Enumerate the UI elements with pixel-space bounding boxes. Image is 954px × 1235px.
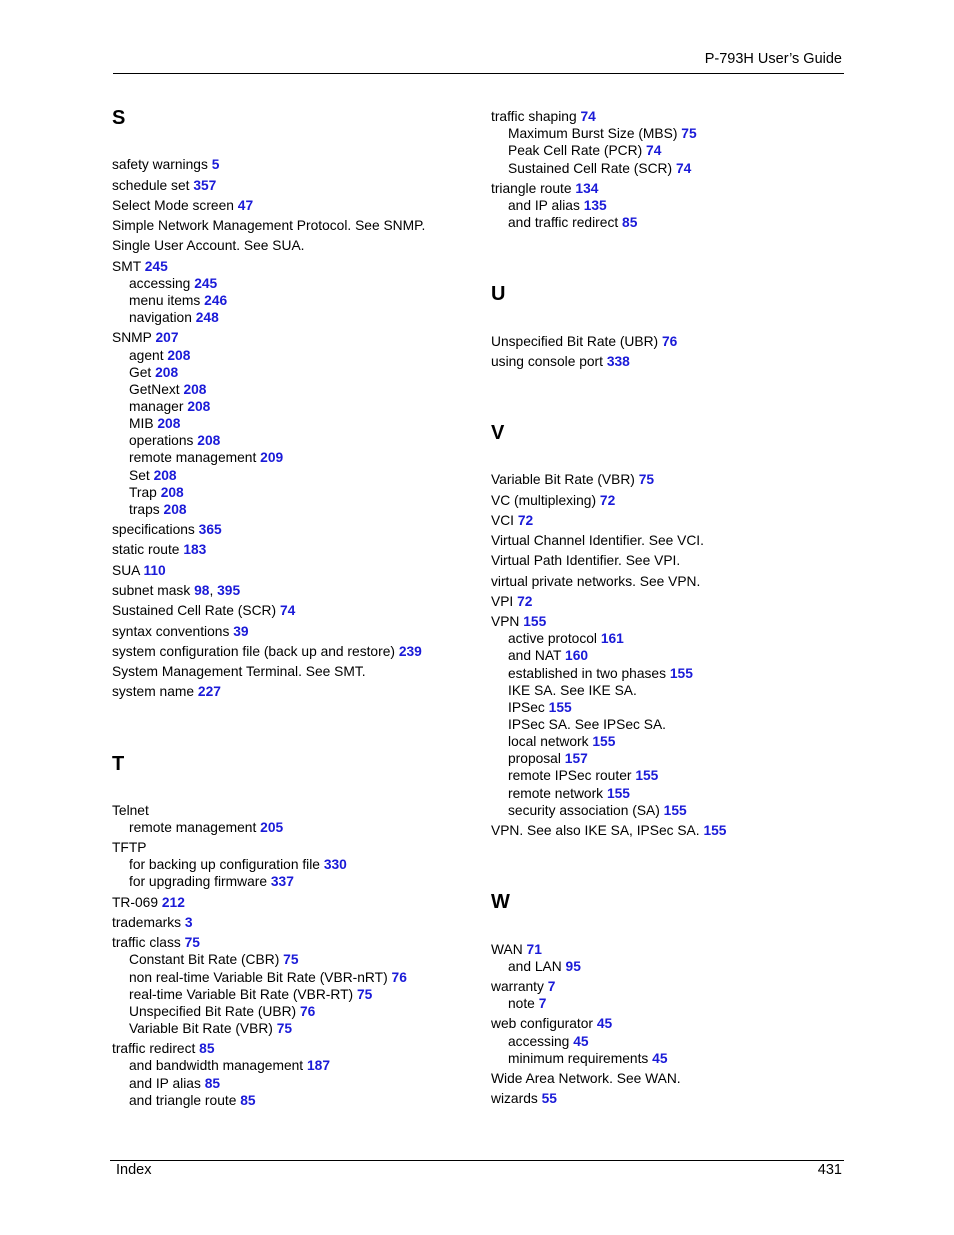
page-reference-link[interactable]: 72 <box>517 594 533 609</box>
index-entry <box>112 541 206 558</box>
index-subentry <box>508 647 588 664</box>
index-entry <box>112 197 253 214</box>
page-reference-link[interactable]: 208 <box>197 433 221 448</box>
entry-term: security association (SA) <box>508 803 660 818</box>
entry-term: traffic redirect <box>112 1041 196 1056</box>
index-entry <box>491 180 598 197</box>
page-reference-link[interactable]: 208 <box>167 348 191 363</box>
index-entry <box>112 156 219 173</box>
page-reference-link[interactable]: 76 <box>300 1004 316 1019</box>
entry-term: Simple Network Management Protocol. See SNMP. <box>112 218 426 233</box>
entry-term: WAN <box>491 942 523 957</box>
entry-term: menu items <box>129 293 201 308</box>
index-subentry <box>129 467 177 484</box>
index-entry <box>112 177 216 194</box>
index-subentry <box>129 969 407 986</box>
entry-term: TFTP <box>112 840 147 855</box>
page-reference-link[interactable]: 155 <box>669 666 693 681</box>
page-reference-link[interactable]: 187 <box>306 1058 330 1073</box>
index-subentry <box>508 733 615 750</box>
page-reference-link[interactable]: 209 <box>260 450 284 465</box>
entry-term: schedule set <box>112 178 190 193</box>
page-reference-link[interactable]: 110 <box>143 563 166 578</box>
entry-term: MIB <box>129 416 154 431</box>
entry-term: remote network <box>508 786 604 801</box>
footer-section-name: Index <box>116 1162 152 1178</box>
entry-term: Single User Account. See SUA. <box>112 238 305 253</box>
page-reference-link[interactable]: 3 <box>184 915 193 930</box>
entry-term: remote IPSec router <box>508 768 632 783</box>
index-entry <box>491 353 630 370</box>
entry-term: Telnet <box>112 803 149 818</box>
page-reference-link[interactable]: 208 <box>153 468 177 483</box>
page-reference-link[interactable]: 155 <box>663 803 687 818</box>
page-reference-link[interactable]: 85 <box>199 1041 215 1056</box>
index-entry <box>491 573 700 590</box>
entry-term: traps <box>129 502 160 517</box>
entry-term: for backing up configuration file <box>129 857 320 872</box>
index-subentry <box>508 995 546 1012</box>
index-entry <box>112 914 193 931</box>
index-entry <box>491 822 726 839</box>
index-subentry <box>129 819 283 836</box>
entry-term: system configuration file (back up and restore) <box>112 644 395 659</box>
page-reference-link[interactable]: 208 <box>183 382 207 397</box>
index-entry <box>491 978 555 995</box>
entry-term: using console port <box>491 354 603 369</box>
page-reference-link[interactable]: 75 <box>681 126 697 141</box>
index-subentry <box>508 958 581 975</box>
entry-term: established in two phases <box>508 666 666 681</box>
entry-term: proposal <box>508 751 561 766</box>
page-reference-link[interactable]: 98 <box>194 583 210 598</box>
index-entry <box>112 683 221 700</box>
page-reference-link[interactable]: 39 <box>233 624 249 639</box>
entry-term: IPSec SA. See IPSec SA. <box>508 717 666 732</box>
index-subentry <box>508 160 691 177</box>
index-subentry <box>129 432 220 449</box>
entry-term: operations <box>129 433 194 448</box>
entry-term: subnet mask <box>112 583 191 598</box>
index-subentry <box>129 484 184 501</box>
entry-term: GetNext <box>129 382 180 397</box>
page-reference-link[interactable]: 155 <box>548 700 572 715</box>
index-entry <box>112 258 168 275</box>
page-reference-link[interactable]: 55 <box>541 1091 557 1106</box>
entry-term: System Management Terminal. See SMT. <box>112 664 366 679</box>
page-reference-link[interactable]: 208 <box>163 502 187 517</box>
index-subentry <box>129 415 180 432</box>
index-subentry <box>508 682 637 699</box>
index-subentry <box>129 1075 220 1092</box>
page-reference-link[interactable]: 45 <box>652 1051 668 1066</box>
page-reference-link[interactable]: 155 <box>703 823 727 838</box>
entry-term: accessing <box>129 276 191 291</box>
footer-rule <box>110 1160 844 1161</box>
index-entry <box>112 562 166 579</box>
entry-term: VPN. See also IKE SA, IPSec SA. <box>491 823 700 838</box>
entry-term: VPI <box>491 594 514 609</box>
entry-term: TR-069 <box>112 895 159 910</box>
page-reference-link[interactable]: 74 <box>646 143 662 158</box>
index-subentry <box>129 1020 292 1037</box>
entry-term: Set <box>129 468 150 483</box>
index-entry <box>112 521 222 538</box>
page-reference-link[interactable]: 7 <box>547 979 556 994</box>
entry-term: Virtual Channel Identifier. See VCI. <box>491 533 704 548</box>
entry-term: traffic class <box>112 935 181 950</box>
entry-term: IPSec <box>508 700 545 715</box>
index-subentry <box>508 665 693 682</box>
page-reference-link[interactable]: 245 <box>144 259 168 274</box>
index-subentry <box>129 1003 315 1020</box>
page-reference-link[interactable]: 161 <box>600 631 624 646</box>
entry-term: Wide Area Network. See WAN. <box>491 1071 681 1086</box>
entry-term: VCI <box>491 513 514 528</box>
index-entry: subnet mask 98, 395 <box>112 583 241 598</box>
index-subentry <box>129 449 283 466</box>
entry-term: local network <box>508 734 589 749</box>
page-reference-link[interactable]: 338 <box>606 354 630 369</box>
index-subentry <box>508 125 697 142</box>
page-reference-link[interactable]: 74 <box>580 109 596 124</box>
page-reference-link[interactable]: 75 <box>283 952 299 967</box>
entry-term: Sustained Cell Rate (SCR) <box>112 603 277 618</box>
page-reference-link[interactable]: 85 <box>622 215 638 230</box>
page-reference-link[interactable]: 45 <box>573 1034 589 1049</box>
page-reference-link[interactable]: 365 <box>198 522 222 537</box>
page-reference-link[interactable]: 135 <box>583 198 607 213</box>
entry-term: and IP alias <box>129 1076 201 1091</box>
entry-term: note <box>508 996 535 1011</box>
entry-term: accessing <box>508 1034 570 1049</box>
footer-page-number: 431 <box>817 1162 842 1178</box>
index-subentry <box>129 347 190 364</box>
entry-term: Peak Cell Rate (PCR) <box>508 143 643 158</box>
page-reference-link[interactable]: 155 <box>523 614 547 629</box>
index-subentry <box>508 1050 668 1067</box>
page-reference-link[interactable]: 357 <box>193 178 217 193</box>
index-entry <box>112 217 425 234</box>
index-subentry <box>508 197 607 214</box>
entry-term: Variable Bit Rate (VBR) <box>491 472 635 487</box>
index-subentry <box>508 767 658 784</box>
index-entry <box>491 1015 612 1032</box>
entry-term: Virtual Path Identifier. See VPI. <box>491 553 681 568</box>
index-entry <box>491 941 542 958</box>
entry-term: and NAT <box>508 648 562 663</box>
index-entry <box>112 623 249 640</box>
page-reference-link[interactable]: 72 <box>517 513 534 528</box>
entry-term: Get <box>129 365 152 380</box>
page-reference-link[interactable]: 157 <box>564 751 588 766</box>
index-subentry <box>508 716 666 733</box>
index-entry <box>112 643 422 660</box>
index-subentry <box>129 292 227 309</box>
entry-term: syntax conventions <box>112 624 230 639</box>
entry-term: active protocol <box>508 631 597 646</box>
index-subentry <box>508 750 588 767</box>
entry-term: triangle route <box>491 181 572 196</box>
index-entry <box>491 1090 557 1107</box>
entry-term: Constant Bit Rate (CBR) <box>129 952 280 967</box>
entry-term: static route <box>112 542 180 557</box>
entry-term: VC (multiplexing) <box>491 493 597 508</box>
index-subentry <box>129 1057 330 1074</box>
index-entry <box>112 329 179 346</box>
entry-term: SNMP <box>112 330 152 345</box>
section-letter: W <box>491 891 510 913</box>
index-entry <box>491 108 596 125</box>
header-rule <box>113 73 844 74</box>
index-entry <box>491 492 615 509</box>
index-entry <box>112 934 200 951</box>
page-reference-link[interactable]: 208 <box>157 416 181 431</box>
page-reference-link[interactable]: 76 <box>662 334 678 349</box>
entry-term: IKE SA. See IKE SA. <box>508 683 637 698</box>
index-entry <box>112 237 305 254</box>
entry-term: agent <box>129 348 164 363</box>
page-reference-link[interactable]: 245 <box>194 276 218 291</box>
index-subentry <box>508 214 637 231</box>
page-reference-link[interactable]: 72 <box>599 493 616 508</box>
index-subentry <box>129 951 299 968</box>
entry-term: web configurator <box>491 1016 594 1031</box>
entry-term: for upgrading firmware <box>129 874 268 889</box>
page-reference-link[interactable]: 205 <box>260 820 284 835</box>
index-entry <box>491 1070 681 1087</box>
section-letter: V <box>491 422 505 444</box>
page-reference-link[interactable]: 85 <box>204 1076 221 1091</box>
index-subentry <box>129 309 219 326</box>
entry-term: safety warnings <box>112 157 208 172</box>
page-reference-link[interactable]: 208 <box>160 485 184 500</box>
index-entry <box>491 333 677 350</box>
index-subentry <box>129 398 210 415</box>
page-reference-link[interactable]: 208 <box>155 365 179 380</box>
index-subentry <box>508 630 624 647</box>
entry-term: remote management <box>129 450 257 465</box>
index-subentry <box>129 986 372 1003</box>
section-letter: U <box>491 283 506 305</box>
page-reference-link[interactable]: 85 <box>240 1093 256 1108</box>
entry-term: Unspecified Bit Rate (UBR) <box>129 1004 297 1019</box>
entry-term: navigation <box>129 310 192 325</box>
index-entry <box>491 552 680 569</box>
page-reference-link[interactable]: 207 <box>155 330 179 345</box>
index-subentry <box>129 364 178 381</box>
page-reference-link[interactable]: 7 <box>538 996 547 1011</box>
page-reference-link[interactable]: 155 <box>635 768 659 783</box>
page-reference-link[interactable]: 75 <box>184 935 200 950</box>
page-reference-link[interactable]: 212 <box>161 895 185 910</box>
page-reference-link[interactable]: 239 <box>398 644 422 659</box>
index-subentry <box>129 873 294 890</box>
page-reference-link[interactable]: 395 <box>217 583 241 598</box>
page-reference-link[interactable]: 74 <box>279 603 296 618</box>
entry-term: manager <box>129 399 184 414</box>
section-letter: S <box>112 107 126 129</box>
index-subentry <box>508 699 572 716</box>
entry-term: and IP alias <box>508 198 580 213</box>
index-subentry <box>508 785 630 802</box>
entry-term: and traffic redirect <box>508 215 619 230</box>
index-entry <box>112 839 147 856</box>
page-reference-link[interactable]: 208 <box>187 399 211 414</box>
page-reference-link[interactable]: 95 <box>565 959 581 974</box>
index-entry <box>491 532 704 549</box>
entry-term: Maximum Burst Size (MBS) <box>508 126 678 141</box>
index-entry <box>491 613 546 630</box>
entry-term: warranty <box>491 979 544 994</box>
page-reference-link[interactable]: 155 <box>592 734 616 749</box>
entry-term: remote management <box>129 820 257 835</box>
index-entry <box>112 1040 215 1057</box>
entry-term: non real-time Variable Bit Rate (VBR-nRT) <box>129 970 388 985</box>
page-reference-link[interactable]: 337 <box>270 874 294 889</box>
index-subentry <box>129 501 187 518</box>
page-reference-link[interactable]: 74 <box>675 161 692 176</box>
page-reference-link[interactable]: 76 <box>391 970 407 985</box>
page-reference-link[interactable]: 155 <box>606 786 630 801</box>
index-entry <box>491 593 532 610</box>
page-reference-link[interactable]: 45 <box>596 1016 613 1031</box>
index-entry <box>112 802 149 819</box>
page-reference-link[interactable]: 330 <box>323 857 347 872</box>
entry-term: and bandwidth management <box>129 1058 304 1073</box>
entry-term: specifications <box>112 522 195 537</box>
index-subentry <box>508 802 687 819</box>
page-reference-link[interactable]: 248 <box>195 310 219 325</box>
page-reference-link[interactable]: 5 <box>211 157 220 172</box>
page-reference-link[interactable]: 75 <box>276 1021 293 1036</box>
index-subentry <box>129 856 347 873</box>
entry-term: Sustained Cell Rate (SCR) <box>508 161 673 176</box>
page-reference-link[interactable]: 75 <box>356 987 373 1002</box>
entry-term: real-time Variable Bit Rate (VBR-RT) <box>129 987 354 1002</box>
entry-term: virtual private networks. See VPN. <box>491 574 701 589</box>
index-entry <box>112 602 295 619</box>
page-reference-link[interactable]: 71 <box>526 942 542 957</box>
page-reference-link[interactable]: 160 <box>565 648 589 663</box>
entry-term: VPN <box>491 614 520 629</box>
index-subentry <box>129 275 217 292</box>
section-letter: T <box>112 753 125 775</box>
entry-term: Select Mode screen <box>112 198 234 213</box>
page-reference-link[interactable]: 227 <box>197 684 221 699</box>
index-subentry <box>508 1033 589 1050</box>
running-header: P-793H User’s Guide <box>704 51 842 67</box>
page-reference-link[interactable]: 47 <box>237 198 254 213</box>
page-reference-link[interactable]: 246 <box>204 293 228 308</box>
entry-term: traffic shaping <box>491 109 577 124</box>
index-subentry <box>129 1092 256 1109</box>
index-subentry <box>508 142 661 159</box>
entry-term: Unspecified Bit Rate (UBR) <box>491 334 659 349</box>
entry-term: and LAN <box>508 959 562 974</box>
index-entry <box>112 894 185 911</box>
entry-term: minimum requirements <box>508 1051 649 1066</box>
index-entry <box>491 471 654 488</box>
entry-term: Variable Bit Rate (VBR) <box>129 1021 273 1036</box>
entry-term: trademarks <box>112 915 182 930</box>
entry-term: system name <box>112 684 195 699</box>
entry-term: wizards <box>491 1091 538 1106</box>
page-reference-link[interactable]: 134 <box>575 181 599 196</box>
page-reference-link[interactable]: 183 <box>183 542 207 557</box>
entry-term: SUA <box>112 563 140 578</box>
index-entry <box>112 663 366 680</box>
entry-term: and triangle route <box>129 1093 237 1108</box>
entry-term: Trap <box>129 485 157 500</box>
index-subentry <box>129 381 206 398</box>
index-entry <box>491 512 533 529</box>
page-reference-link[interactable]: 75 <box>638 472 655 487</box>
entry-term: SMT <box>112 259 141 274</box>
